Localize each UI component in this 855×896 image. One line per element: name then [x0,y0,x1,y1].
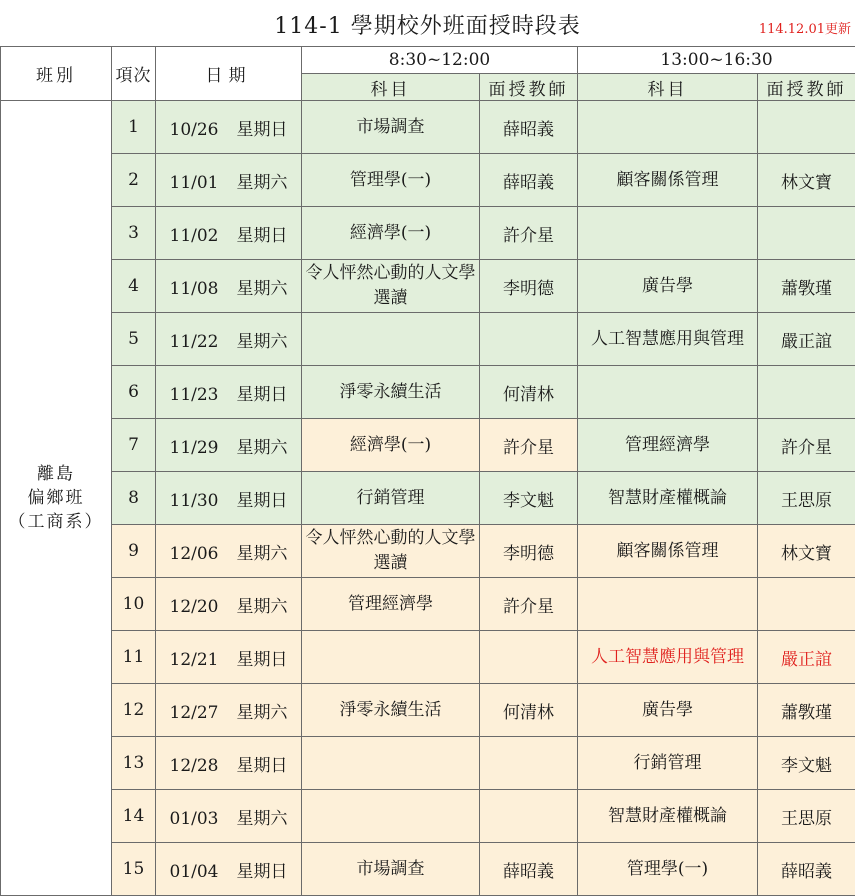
header-item: 項次 [112,47,156,101]
pm-teacher-cell: 嚴正誼 [758,631,855,684]
class-name-line: 離島 [1,462,111,486]
am-teacher-cell [480,631,578,684]
am-teacher-cell: 許介星 [480,419,578,472]
am-subject-cell [302,631,480,684]
weekday-value: 星期日 [237,857,288,882]
item-number-cell: 10 [112,578,156,631]
am-subject-cell: 市場調查 [302,101,480,154]
date-value: 11/29 [170,438,219,458]
pm-teacher-cell: 王思原 [758,472,855,525]
date-value: 01/03 [170,809,219,829]
weekday-value: 星期日 [237,751,288,776]
pm-subject-cell: 人工智慧應用與管理 [578,313,758,366]
item-number-cell: 12 [112,684,156,737]
date-cell [156,631,302,684]
am-subject-cell [302,790,480,843]
table-row [1,684,855,737]
pm-subject-cell: 顧客關係管理 [578,154,758,207]
item-number-cell: 5 [112,313,156,366]
pm-subject-cell: 行銷管理 [578,737,758,790]
pm-teacher-cell: 許介星 [758,419,855,472]
table-row [1,737,855,790]
am-teacher-cell: 薛昭義 [480,154,578,207]
schedule-body [1,101,855,896]
pm-teacher-cell [758,578,855,631]
date-cell [156,578,302,631]
item-number-cell: 13 [112,737,156,790]
header-pm-teacher: 面授教師 [758,74,855,101]
item-number-cell: 9 [112,525,156,578]
date-value: 12/06 [170,544,219,564]
pm-subject-cell: 廣告學 [578,260,758,313]
header-date: 日期 [156,47,302,101]
item-number-cell: 4 [112,260,156,313]
pm-teacher-cell: 李文魁 [758,737,855,790]
pm-teacher-cell: 林文寶 [758,154,855,207]
table-row [1,843,855,896]
am-teacher-cell: 何清林 [480,684,578,737]
weekday-value: 星期日 [237,486,288,511]
pm-teacher-cell: 嚴正誼 [758,313,855,366]
item-number-cell: 7 [112,419,156,472]
table-row [1,207,855,260]
date-cell [156,154,302,207]
pm-subject-cell [578,366,758,419]
pm-subject-cell: 管理經濟學 [578,419,758,472]
header-afternoon: 13:00~16:30 [578,47,855,74]
date-cell [156,684,302,737]
date-cell [156,101,302,154]
date-value: 11/22 [170,332,219,352]
date-cell [156,313,302,366]
pm-subject-cell: 人工智慧應用與管理 [578,631,758,684]
pm-teacher-cell [758,366,855,419]
date-value: 10/26 [170,120,219,140]
header-am-teacher: 面授教師 [480,74,578,101]
table-row [1,631,855,684]
pm-subject-cell: 管理學(一) [578,843,758,896]
date-value: 11/30 [170,491,219,511]
date-value: 12/27 [170,703,219,723]
date-value: 11/08 [170,279,219,299]
header-class: 班別 [1,47,112,101]
am-teacher-cell [480,313,578,366]
class-name-line: 偏鄉班 [1,486,111,510]
am-teacher-cell: 薛昭義 [480,101,578,154]
weekday-value: 星期日 [237,115,288,140]
am-subject-cell: 經濟學(一) [302,419,480,472]
weekday-value: 星期六 [237,804,288,829]
am-teacher-cell: 薛昭義 [480,843,578,896]
pm-subject-cell [578,578,758,631]
am-teacher-cell: 李明德 [480,260,578,313]
date-value: 12/20 [170,597,219,617]
pm-teacher-cell: 林文寶 [758,525,855,578]
am-subject-cell: 令人怦然心動的人文學選讀 [302,525,480,578]
pm-subject-cell [578,101,758,154]
item-number-cell: 2 [112,154,156,207]
item-number-cell: 6 [112,366,156,419]
am-teacher-cell [480,737,578,790]
am-subject-cell: 經濟學(一) [302,207,480,260]
weekday-value: 星期六 [237,539,288,564]
weekday-value: 星期六 [237,698,288,723]
table-row [1,472,855,525]
pm-subject-cell: 廣告學 [578,684,758,737]
class-name-line: （工商系） [1,510,111,534]
date-value: 01/04 [170,862,219,882]
pm-subject-cell [578,207,758,260]
updated-note: 114.12.01更新 [759,18,851,37]
pm-subject-cell: 智慧財產權概論 [578,790,758,843]
am-subject-cell [302,737,480,790]
weekday-value: 星期日 [237,221,288,246]
class-name-cell [1,101,112,896]
item-number-cell: 1 [112,101,156,154]
date-cell [156,260,302,313]
date-cell [156,207,302,260]
am-subject-cell: 管理學(一) [302,154,480,207]
am-teacher-cell: 李明德 [480,525,578,578]
am-teacher-cell: 許介星 [480,207,578,260]
pm-subject-cell: 智慧財產權概論 [578,472,758,525]
pm-teacher-cell: 蕭斆瑾 [758,260,855,313]
am-subject-cell: 令人怦然心動的人文學選讀 [302,260,480,313]
item-number-cell: 11 [112,631,156,684]
pm-teacher-cell: 蕭斆瑾 [758,684,855,737]
date-value: 12/21 [170,650,219,670]
table-row [1,260,855,313]
am-teacher-cell [480,790,578,843]
item-number-cell: 3 [112,207,156,260]
weekday-value: 星期六 [237,592,288,617]
table-row [1,101,855,154]
item-number-cell: 8 [112,472,156,525]
date-value: 11/02 [170,226,219,246]
item-number-cell: 15 [112,843,156,896]
table-row [1,525,855,578]
am-subject-cell: 淨零永續生活 [302,366,480,419]
pm-teacher-cell [758,101,855,154]
table-row [1,790,855,843]
am-subject-cell: 管理經濟學 [302,578,480,631]
date-value: 11/23 [170,385,219,405]
title-row [0,0,855,47]
weekday-value: 星期六 [237,274,288,299]
am-subject-cell [302,313,480,366]
am-teacher-cell: 許介星 [480,578,578,631]
date-cell [156,472,302,525]
pm-teacher-cell: 薛昭義 [758,843,855,896]
date-cell [156,843,302,896]
table-row [1,578,855,631]
table-row [1,419,855,472]
weekday-value: 星期六 [237,168,288,193]
date-cell [156,737,302,790]
weekday-value: 星期日 [237,645,288,670]
schedule-table [0,46,855,896]
header-morning: 8:30~12:00 [302,47,578,74]
date-value: 12/28 [170,756,219,776]
table-row [1,154,855,207]
item-number-cell: 14 [112,790,156,843]
table-row [1,366,855,419]
date-value: 11/01 [170,173,219,193]
header-am-subject: 科目 [302,74,480,101]
weekday-value: 星期六 [237,327,288,352]
weekday-value: 星期日 [237,380,288,405]
pm-teacher-cell [758,207,855,260]
am-subject-cell: 淨零永續生活 [302,684,480,737]
table-row [1,313,855,366]
am-teacher-cell: 何清林 [480,366,578,419]
header-pm-subject: 科目 [578,74,758,101]
date-cell [156,525,302,578]
date-cell [156,790,302,843]
pm-subject-cell: 顧客關係管理 [578,525,758,578]
date-cell [156,419,302,472]
date-cell [156,366,302,419]
page-title: 114-1 學期校外班面授時段表 [0,9,855,40]
pm-teacher-cell: 王思原 [758,790,855,843]
am-teacher-cell: 李文魁 [480,472,578,525]
am-subject-cell: 行銷管理 [302,472,480,525]
am-subject-cell: 市場調查 [302,843,480,896]
weekday-value: 星期六 [237,433,288,458]
